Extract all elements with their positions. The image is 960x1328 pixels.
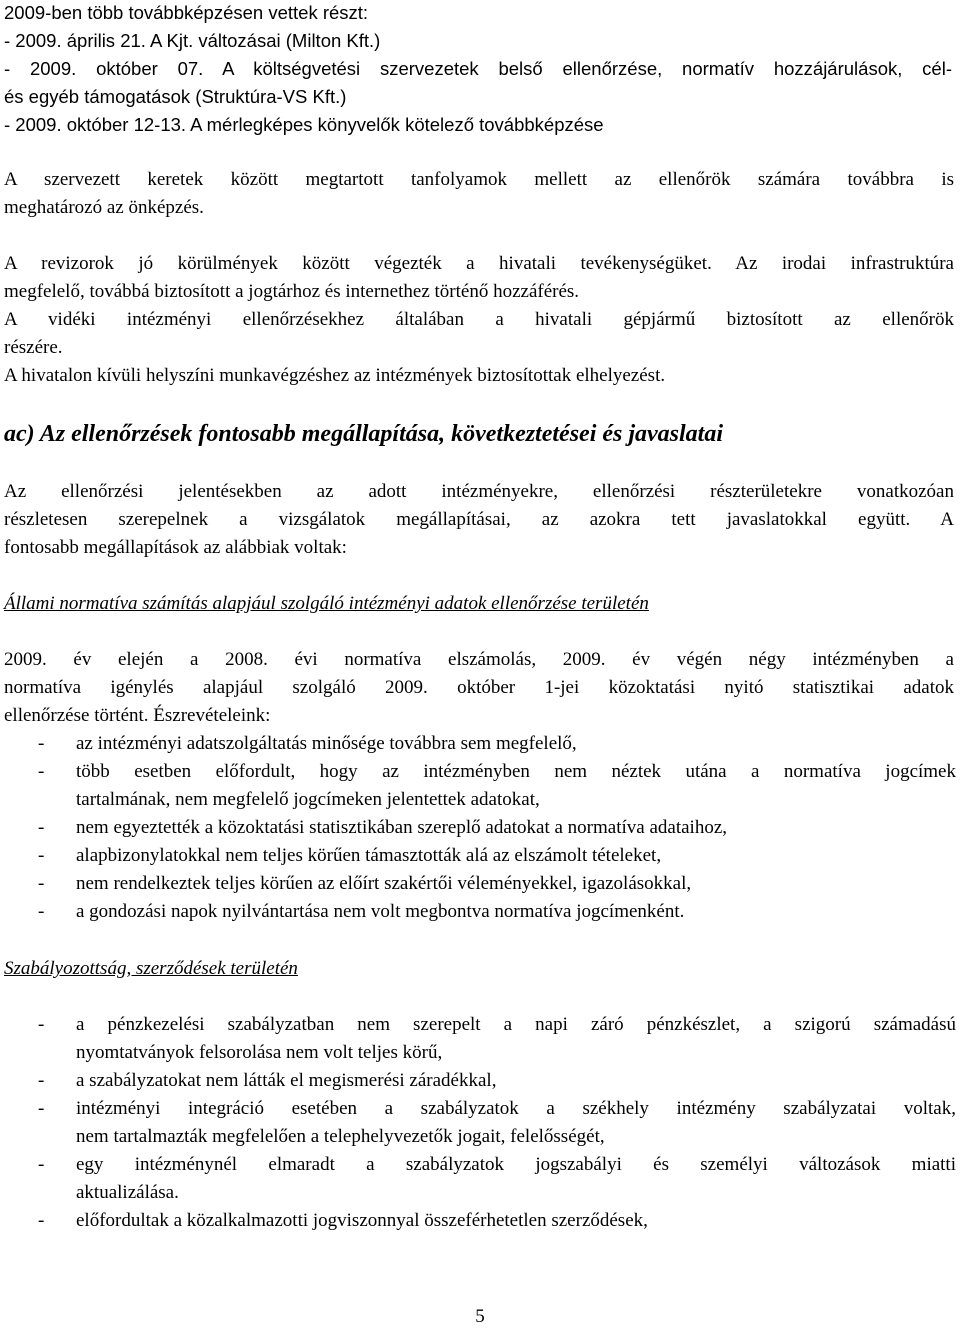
bullet-dash: - — [38, 761, 45, 782]
bullet-dash: - — [38, 901, 45, 922]
normativa-line2: normatíva igénylés alapjául szolgáló 2009. október 1-jei közoktatási nyitó statisztikai adatok — [4, 677, 954, 698]
szab-bullet-4-line2: aktualizálása. — [76, 1182, 179, 1203]
training-item-3: - 2009. október 12-13. A mérlegképes könyvelők kötelező továbbképzése — [4, 114, 604, 135]
paragraph-2-line1: A revizorok jó körülmények között végezték a hivatali tevékenységüket. Az irodai infrastruktúra — [4, 253, 954, 274]
szab-bullet-3-line1: intézményi integráció esetében a szabályzatok a székhely intézmény szabályzatai voltak, — [76, 1098, 956, 1119]
training-item-1: - 2009. április 21. A Kjt. változásai (Milton Kft.) — [4, 30, 381, 51]
szab-bullet-3-line2: nem tartalmazták megfelelően a telephelyvezetők jogait, felelősségét, — [76, 1126, 605, 1147]
paragraph-2-line2: megfelelő, továbbá biztosított a jogtárhoz és internethez történő hozzáférés. — [4, 281, 580, 302]
paragraph-3-line1: A vidéki intézményi ellenőrzésekhez általában a hivatali gépjármű biztosított az ellenőrök — [4, 309, 954, 330]
section-heading: ac) Az ellenőrzések fontosabb megállapítása, következtetései és javaslatai — [4, 421, 724, 447]
paragraph-1-line2: meghatározó az önképzés. — [4, 197, 204, 218]
section-intro-line2: részletesen szerepelnek a vizsgálatok megállapításai, az azokra tett javaslatokkal együtt. A — [4, 509, 954, 530]
normativa-bullet-6: a gondozási napok nyilvántartása nem volt megbontva normatíva jogcímenként. — [76, 901, 685, 922]
paragraph-1-line1: A szervezett keretek között megtartott tanfolyamok mellett az ellenőrök számára továbbra is — [4, 169, 954, 190]
section-intro-line3: fontosabb megállapítások az alábbiak voltak: — [4, 537, 347, 558]
bullet-dash: - — [38, 733, 45, 754]
normativa-bullet-1: az intézményi adatszolgáltatás minősége továbbra sem megfelelő, — [76, 733, 577, 754]
bullet-dash: - — [38, 873, 45, 894]
paragraph-3-line2: részére. — [4, 337, 63, 358]
normativa-bullet-2-line2: tartalmának, nem megfelelő jogcímeken jelentettek adatokat, — [76, 789, 540, 810]
normativa-bullet-2-line1: több esetben előfordult, hogy az intézményben nem néztek utána a normatíva jogcímek — [76, 761, 956, 782]
normativa-bullet-4: alapbizonylatokkal nem teljes körűen támasztották alá az elszámolt tételeket, — [76, 845, 662, 866]
page-number: 5 — [475, 1306, 485, 1327]
szabalyozottsag-subheading: Szabályozottság, szerződések területén — [4, 958, 298, 979]
bullet-dash: - — [38, 817, 45, 838]
bullet-dash: - — [38, 845, 45, 866]
trainings-intro: 2009-ben több továbbképzésen vettek részt: — [4, 2, 369, 23]
section-intro-line1: Az ellenőrzési jelentésekben az adott intézményekre, ellenőrzési részterületekre vonatkozóan — [4, 481, 954, 502]
bullet-dash: - — [38, 1210, 45, 1231]
szab-bullet-1-line1: a pénzkezelési szabályzatban nem szerepelt a napi záró pénzkészlet, a szigorú számadású — [76, 1014, 956, 1035]
szab-bullet-1-line2: nyomtatványok felsorolása nem volt teljes körű, — [76, 1042, 443, 1063]
bullet-dash: - — [38, 1014, 45, 1035]
training-item-2-line1: - 2009. október 07. A költségvetési szervezetek belső ellenőrzése, normatív hozzájárulások, cél- — [4, 58, 952, 79]
normativa-bullet-5: nem rendelkeztek teljes körűen az előírt szakértői véleményekkel, igazolásokkal, — [76, 873, 692, 894]
training-item-2-line2: és egyéb támogatások (Struktúra-VS Kft.) — [4, 86, 347, 107]
bullet-dash: - — [38, 1098, 45, 1119]
normativa-line3: ellenőrzése történt. Észrevételeink: — [4, 705, 271, 726]
szab-bullet-4-line1: egy intézménynél elmaradt a szabályzatok jogszabályi és személyi változások miatti — [76, 1154, 956, 1175]
bullet-dash: - — [38, 1070, 45, 1091]
bullet-dash: - — [38, 1154, 45, 1175]
normativa-bullet-3: nem egyeztették a közoktatási statisztikában szereplő adatokat a normatíva adataihoz, — [76, 817, 728, 838]
normativa-line1: 2009. év elején a 2008. évi normatíva elszámolás, 2009. év végén négy intézményben a — [4, 649, 954, 670]
normativa-subheading: Állami normatíva számítás alapjául szolgáló intézményi adatok ellenőrzése területén — [4, 593, 649, 614]
szab-bullet-5: előfordultak a közalkalmazotti jogviszonnyal összeférhetetlen szerződések, — [76, 1210, 648, 1231]
szab-bullet-2: a szabályzatokat nem látták el megismerési záradékkal, — [76, 1070, 497, 1091]
paragraph-4-line1: A hivatalon kívüli helyszíni munkavégzéshez az intézmények biztosítottak elhelyezést. — [4, 365, 666, 386]
